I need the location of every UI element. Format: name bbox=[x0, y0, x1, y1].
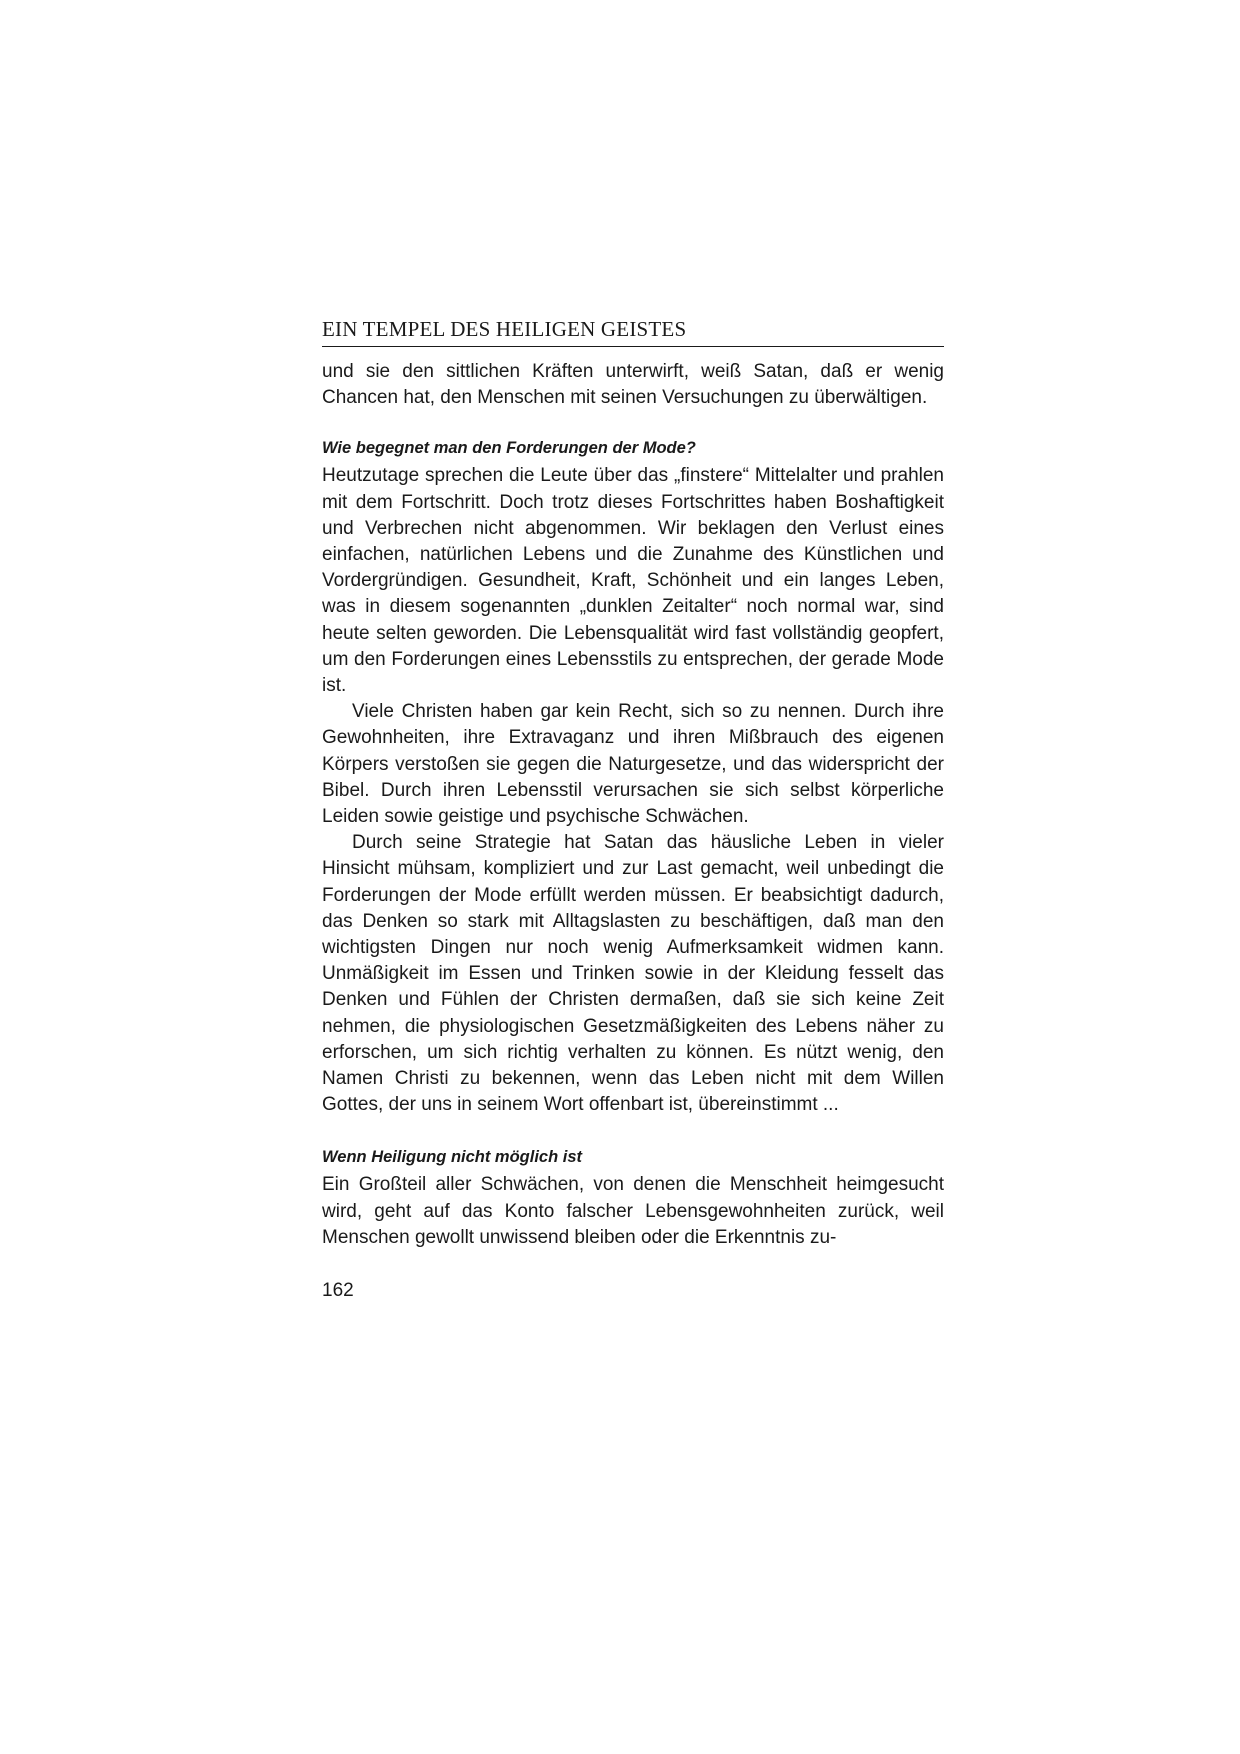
paragraph: Heutzutage sprechen die Leute über das „finstere“ Mittelalter und prahlen mit dem Fortschritt. Doch trotz dieses Fortschrittes haben Boshaftigkeit und Verbrechen nicht abgenommen. Wir beklagen den Verlust eines einfachen, natürlichen Lebens und die Zunahme des Künstlichen und Vordergründigen. Gesundheit, Kraft, Schönheit und ein langes Leben, was in diesem sogenannten „dunklen Zeitalter“ noch normal war, sind heute selten geworden. Die Lebensqualität wird fast vollständig geopfert, um den Forderungen eines Lebensstils zu entsprechen, der gerade Mode ist. bbox=[322, 465, 944, 697]
body-text bbox=[322, 359, 944, 1251]
section-heading-sanctification: Wenn Heiligung nicht möglich ist bbox=[322, 1148, 583, 1167]
page-number: 162 bbox=[322, 1280, 354, 1302]
book-page bbox=[322, 316, 944, 1303]
paragraph: Durch seine Strategie hat Satan das häusliche Leben in vieler Hinsicht mühsam, kompliziert und zur Last gemacht, weil unbedingt die Forderungen der Mode erfüllt werden müssen. Er beabsichtigt dadurch, das Denken so stark mit Alltagslasten zu beschäftigen, daß man den wichtigsten Dingen nur noch wenig Aufmerksamkeit widmen kann. Unmäßigkeit im Essen und Trinken sowie in der Kleidung fesselt das Denken und Fühlen der Christen dermaßen, daß sie sich keine Zeit nehmen, die physiologischen Gesetzmäßigkeiten des Lebens näher zu erforschen, um sich richtig verhalten zu können. Es nützt wenig, den Namen Christi zu bekennen, wenn das Leben nicht mit dem Willen Gottes, der uns in seinem Wort offenbart ist, übereinstimmt ... bbox=[322, 832, 944, 1116]
paragraph: Viele Christen haben gar kein Recht, sich so zu nennen. Durch ihre Gewohnheiten, ihre Extravaganz und ihren Mißbrauch des eigenen Körpers verstoßen sie gegen die Naturgesetze, und das widerspricht der Bibel. Durch ihren Lebensstil verursachen sie sich selbst körperliche Leiden sowie geistige und psychische Schwächen. bbox=[322, 701, 944, 828]
running-head: EIN TEMPEL DES HEILIGEN GEISTES bbox=[322, 316, 944, 347]
paragraph: Ein Großteil aller Schwächen, von denen die Menschheit heimgesucht wird, geht auf das Konto falscher Lebensgewohnheiten zurück, weil Menschen gewollt unwissend bleiben oder die Erkenntnis zu- bbox=[322, 1174, 944, 1248]
section-heading-fashion: Wie begegnet man den Forderungen der Mode? bbox=[322, 439, 696, 458]
intro-paragraph: und sie den sittlichen Kräften unterwirft, weiß Satan, daß er wenig Chancen hat, den Menschen mit seinen Versuchungen zu überwältigen. bbox=[322, 361, 944, 409]
